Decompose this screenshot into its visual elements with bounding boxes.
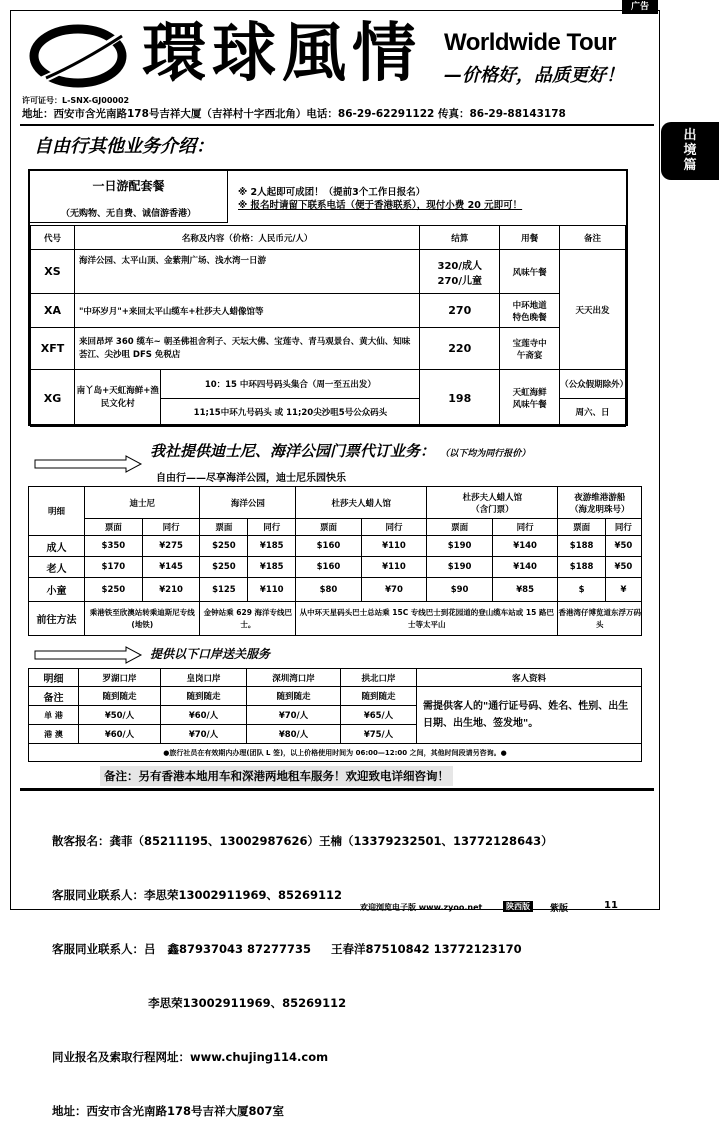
header-address: 地址：西安市含光南路178号吉祥大厦（吉祥村十字西北角）电话：86-29-62291122 传真：86-29-88143178	[22, 108, 566, 120]
price-cell: ¥140	[492, 557, 558, 578]
service-cell: ¥80/人	[247, 725, 341, 744]
service-cell: ¥75/人	[341, 725, 417, 744]
package-subtitle: （无购物、无自费、诚信游香港）	[60, 209, 196, 219]
price-cell: ¥110	[248, 578, 296, 602]
row-label: 老人	[29, 557, 85, 578]
service-cell: 随到随走	[341, 687, 417, 706]
price-cell: ¥210	[142, 578, 200, 602]
table-row	[29, 687, 642, 706]
tour-remark-a: （公众假期除外）	[560, 371, 625, 399]
sub-header-face: 票面	[558, 519, 605, 536]
ticket-table	[28, 486, 642, 636]
sub-header-face: 票面	[85, 519, 143, 536]
arrow-icon	[34, 456, 142, 470]
table-row	[31, 294, 626, 328]
section1-title: 自由行其他业务介绍：	[34, 136, 214, 157]
service-cell: 随到随走	[161, 687, 247, 706]
tour-code: XS	[31, 250, 75, 294]
service-cell: ¥65/人	[341, 706, 417, 725]
remark-divider	[20, 788, 654, 791]
sub-header-trade: 同行	[361, 519, 427, 536]
page-number: 11	[604, 900, 618, 911]
footer-text: 欢迎浏览电子版 www.zyoo.net	[360, 903, 483, 912]
tour-meal: 天虹海鲜 风味午餐	[500, 370, 560, 427]
tour-content: 海洋公园、太平山顶、金紫荆广场、浅水湾一日游	[74, 250, 419, 294]
tour-content: "中环岁月"+来回太平山缆车+杜莎夫人蜡像馆等	[74, 294, 419, 328]
contact-line: 散客报名：龚菲（85211195、13002987626）王楠（13379232501、13772128643）	[52, 834, 553, 848]
tour-content-b: 11;15中环九号码头 或 11;20尖沙咀5号公众码头	[161, 398, 419, 426]
route-cell: 从中环天星码头巴士总站乘 15C 专线巴士到花园道的登山缆车站或 15 路巴士等太平山	[296, 602, 558, 636]
price-cell: ¥50	[605, 536, 641, 557]
col-port: 深圳湾口岸	[247, 669, 341, 687]
row-label: 港 澳	[29, 725, 79, 744]
price-cell: ¥140	[492, 536, 558, 557]
table-row	[29, 602, 642, 636]
col-port: 皇岗口岸	[161, 669, 247, 687]
sub-header-trade: 同行	[605, 519, 641, 536]
brand-logo-icon	[22, 22, 134, 88]
brand-english: Worldwide Tour	[444, 29, 617, 56]
price-cell: $170	[85, 557, 143, 578]
tour-meal: 宝莲寺中 午斋宴	[500, 328, 560, 370]
venue-header: 夜游维港游船 （海龙明珠号）	[558, 487, 642, 519]
route-cell: 金钟站乘 629 海洋专线巴士。	[200, 602, 296, 636]
sub-header-face: 票面	[427, 519, 493, 536]
side-tab-char: 篇	[683, 158, 697, 173]
footer-badge: 陕西版	[503, 901, 533, 912]
price-cell: $160	[296, 557, 362, 578]
col-item: 明细	[29, 669, 79, 687]
sub-header-trade: 同行	[248, 519, 296, 536]
venue-header: 杜莎夫人蜡人馆	[296, 487, 427, 519]
contact-line: 地址：西安市含光南路178号吉祥大厦807室	[52, 1104, 285, 1118]
section2-title-text: 我社提供迪士尼、海洋公园门票代订业务：	[150, 442, 436, 460]
tour-meal: 中环地道 特色晚餐	[500, 294, 560, 328]
route-cell: 香港湾仔博览道东浮万码头	[558, 602, 642, 636]
table-row	[29, 578, 642, 602]
row-label: 单 港	[29, 706, 79, 725]
price-cell: ¥85	[492, 578, 558, 602]
contact-line: 李思荣13002911969、85269112	[52, 996, 347, 1010]
package-title: 一日游配套餐	[92, 179, 165, 193]
price-cell: $350	[85, 536, 143, 557]
tour-price: 198	[420, 370, 500, 427]
footer-edition: 紫版	[550, 904, 569, 914]
venue-header: 杜莎夫人蜡人馆 （含门票）	[427, 487, 558, 519]
section2-title	[150, 440, 530, 461]
tour-meal: 风味午餐	[500, 250, 560, 294]
ad-tag: 广告	[622, 0, 658, 14]
ticket-col-item: 明细	[29, 487, 85, 536]
service-cell: ¥60/人	[79, 725, 161, 744]
arrow-icon	[34, 647, 142, 661]
row-label: 前往方法	[29, 602, 85, 636]
remark-banner: 备注：另有香港本地用车和深港两地租车服务！欢迎致电详细咨询！	[100, 766, 453, 786]
price-cell: ¥185	[248, 557, 296, 578]
col-port: 拱北口岸	[341, 669, 417, 687]
sub-header-trade: 同行	[142, 519, 200, 536]
sub-header-trade: 同行	[492, 519, 558, 536]
venue-header: 迪士尼	[85, 487, 200, 519]
table-row	[29, 536, 642, 557]
col-guest-info: 客人资料	[417, 669, 642, 687]
side-tab-char: 出	[683, 128, 697, 143]
price-cell: $190	[427, 536, 493, 557]
contact-line: 客服同业联系人：吕 鑫87937043 87277735 王春洋87510842 13772123170	[52, 942, 522, 956]
price-cell: ¥110	[361, 536, 427, 557]
service-cell: ¥50/人	[79, 706, 161, 725]
price-cell: ¥70	[361, 578, 427, 602]
tour-code: XFT	[31, 328, 75, 370]
table-row	[31, 250, 626, 294]
price-cell: ¥110	[361, 557, 427, 578]
package-note-2: ※ 报名时请留下联系电话（便于香港联系），现付小费 20 元即可！	[238, 200, 523, 211]
col-price: 结算	[420, 226, 500, 250]
tour-price: 220	[420, 328, 500, 370]
section3-title: 提供以下口岸送关服务	[150, 647, 271, 661]
price-cell: ¥145	[142, 557, 200, 578]
tour-content: 来回昂坪 360 缆车~ 朝圣佛祖舍利子、天坛大佛、宝莲寺、青马观景台、黄大仙、知味荟江、尖沙咀 DFS 免税店	[74, 328, 419, 370]
sub-header-face: 票面	[200, 519, 248, 536]
price-cell: $	[558, 578, 605, 602]
price-cell: $188	[558, 557, 605, 578]
service-cell: 随到随走	[247, 687, 341, 706]
tour-code: XA	[31, 294, 75, 328]
contact-line: 同业报名及索取行程网址：www.chujing114.com	[52, 1050, 329, 1064]
row-label: 小童	[29, 578, 85, 602]
price-cell: ¥185	[248, 536, 296, 557]
venue-header: 海洋公园	[200, 487, 296, 519]
table-row	[31, 328, 626, 370]
tour-price: 270	[420, 294, 500, 328]
table-row	[29, 557, 642, 578]
price-cell: ¥275	[142, 536, 200, 557]
side-tab-char: 境	[683, 143, 697, 158]
package-note-1: ※ 2人起即可成团！（提前3个工作日报名）	[238, 187, 426, 198]
col-port: 罗湖口岸	[79, 669, 161, 687]
col-meal: 用餐	[500, 226, 560, 250]
col-content: 名称及内容（价格：人民币元/人）	[74, 226, 419, 250]
contact-line: 客服同业联系人：李思荣13002911969、85269112	[52, 888, 343, 902]
service-cell: 随到随走	[79, 687, 161, 706]
price-cell: $160	[296, 536, 362, 557]
price-cell: $250	[200, 536, 248, 557]
sub-header-face: 票面	[296, 519, 362, 536]
brand-name: 環球風情	[142, 16, 422, 91]
col-remark: 备注	[560, 226, 626, 250]
price-cell: ¥	[605, 578, 641, 602]
price-cell: $188	[558, 536, 605, 557]
service-cell: ¥70/人	[161, 725, 247, 744]
col-code: 代号	[31, 226, 75, 250]
guest-info: 需提供客人的"通行证号码、姓名、性别、出生日期、出生地、签发地"。	[417, 687, 642, 744]
section2-subtitle: 自由行——尽享海洋公园，迪士尼乐园快乐	[156, 473, 346, 484]
price-cell: $90	[427, 578, 493, 602]
service-cell: ¥60/人	[161, 706, 247, 725]
route-cell: 乘港铁至欣澳站转乘迪斯尼专线(地铁)	[85, 602, 200, 636]
package-title-box	[30, 171, 228, 223]
price-cell: $250	[85, 578, 143, 602]
tour-code: XG	[31, 370, 75, 427]
row-label: 备注	[29, 687, 79, 706]
border-footnote: ●旅行社员在有效期内办理(团队 L 签)，以上价格使用时间为 06:00—12:00 之间，其他时间段请另咨询。●	[29, 744, 642, 762]
day-tour-table	[30, 225, 629, 427]
price-cell: $125	[200, 578, 248, 602]
price-cell: $250	[200, 557, 248, 578]
tour-content-left: 南丫岛+天虹海鲜+渔民文化村	[75, 370, 161, 426]
section2-title-note: （以下均为同行报价）	[440, 449, 531, 459]
price-cell: $190	[427, 557, 493, 578]
side-tab-outbound	[661, 122, 719, 180]
price-cell: $80	[296, 578, 362, 602]
price-cell: ¥50	[605, 557, 641, 578]
service-cell: ¥70/人	[247, 706, 341, 725]
tour-content-a: 10：15 中环四号码头集合（周一至五出发）	[161, 370, 419, 398]
table-row	[31, 370, 626, 427]
row-label: 成人	[29, 536, 85, 557]
tour-remark-b: 周六、日	[575, 408, 610, 418]
header-divider	[20, 124, 654, 126]
brand-slogan: —价格好，品质更好！	[444, 65, 624, 86]
license-number: 许可证号：L-SNX-GJ00002	[22, 96, 130, 105]
border-service-table	[28, 668, 642, 762]
contacts-block	[52, 796, 553, 1138]
tour-price: 320/成人 270/儿童	[420, 250, 500, 294]
tour-remark: 天天出发	[560, 250, 626, 370]
